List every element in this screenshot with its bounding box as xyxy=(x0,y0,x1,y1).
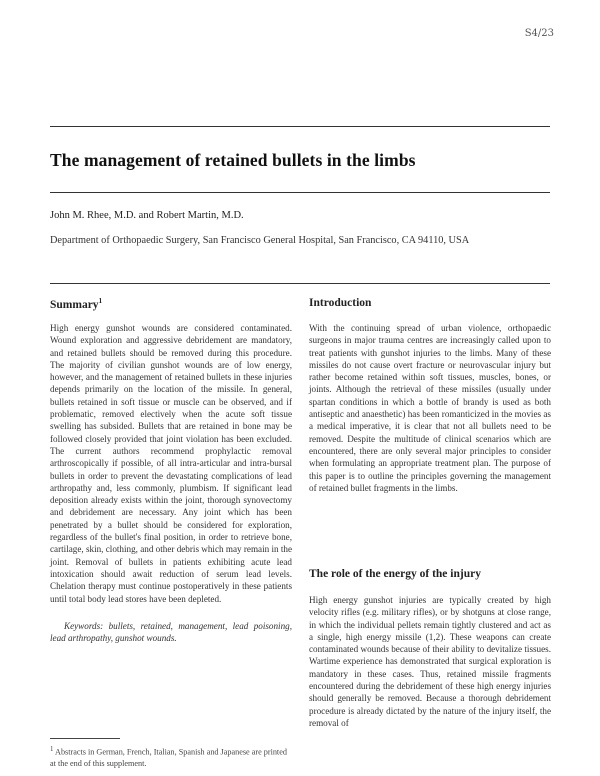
keywords: Keywords: bullets, retained, management, lead poisoning, lead arthropathy, gunshot wounds. xyxy=(50,620,292,644)
footnote-mark: 1 xyxy=(50,746,54,753)
footnote-text: Abstracts in German, French, Italian, Spanish and Japanese are printed at the end of this supplement. xyxy=(50,747,287,768)
energy-text: High energy gunshot injuries are typically created by high velocity rifles (e.g. military rifles), or by shotguns at close range, in which the individual pellets remain tightly clustered and act as a single, high energy missile (1,2). These weapons can create contaminated wounds because of their ability to devitalize tissues. Wartime experience has demonstrated that surgical exploration is mandatory in these cases. Thus, retained missile fragments encountered during the debridement of these high energy injuries should generally be removed. Because a thorough debridement procedure is already dictated by the nature of the injury itself, the removal of xyxy=(309,595,551,728)
page-number: S4/23 xyxy=(524,28,554,39)
header-rule xyxy=(50,283,550,284)
footnote xyxy=(50,744,294,769)
introduction-text: With the continuing spread of urban violence, orthopaedic surgeons in major trauma centres are increasingly called upon to treat patients with gunshot injuries to the limbs. Many of these missiles do not cause overt fracture or neurovascular injury but rather become retained within soft tissues, muscles, bones, or joints. Although the retrieval of these missiles (usually under spartan conditions in which a bottle of brandy is used as both antiseptic and anaesthetic) has been romanticized in the movies as a medical imperative, it is clear that not all bullets need to be removed. Despite the multitude of clinical scenarios which are encountered, there are only several major principles to consider when formulating an appropriate treatment plan. The purpose of this paper is to outline the principles governing the management of retained bullet fragments in the limbs. xyxy=(309,323,551,493)
title-rule xyxy=(50,192,550,193)
energy-heading: The role of the energy of the injury xyxy=(309,568,481,580)
summary-text: High energy gunshot wounds are considered contaminated. Wound exploration and aggressive debridement are mandatory, and retained bullets should be removed during this procedure. The majority of civilian gunshot wounds are of low energy, however, and the management of retained bullets in these injuries depends primarily on the location of the missile. In general, bullets retained in soft tissue or muscle can be observed, and if problematic, removed electively when the acute soft tissue swelling has subsided. Bullets that are retained in bone may be followed closely provided that joint violation has been excluded. The current authors recommend prophylactic removal arthroscopically if possible, of all intra-articular and intra-bursal bullets in order to prevent the devastating complications of lead arthropathy and, less commonly, plumbism. If significant lead deposition already exists within the joint, thorough synovectomy and debridement are necessary. Any joint which has been penetrated by a bullet should be considered for exploration, regardless of the bullet's final position, in order to retrieve bone, cartilage, skin, clothing, and other debris which may remain in the joint. Removal of bullets in patients exhibiting acute lead intoxication should await reduction of serum lead levels. Chelation therapy must continue postoperatively in these patients until total body lead stores have been depleted. xyxy=(50,323,292,604)
summary-heading xyxy=(50,297,102,311)
summary-column xyxy=(50,322,292,644)
footnote-rule xyxy=(50,738,120,739)
introduction-column xyxy=(309,322,551,494)
top-rule xyxy=(50,126,550,127)
article-title: The management of retained bullets in the limbs xyxy=(50,150,416,170)
energy-column xyxy=(309,594,551,729)
summary-heading-text: Summary xyxy=(50,298,99,311)
summary-heading-mark: 1 xyxy=(98,297,103,305)
introduction-heading: Introduction xyxy=(309,297,372,309)
authors: John M. Rhee, M.D. and Robert Martin, M.D. xyxy=(50,210,244,221)
affiliation: Department of Orthopaedic Surgery, San Francisco General Hospital, San Francisco, CA 94110, USA xyxy=(50,235,470,246)
